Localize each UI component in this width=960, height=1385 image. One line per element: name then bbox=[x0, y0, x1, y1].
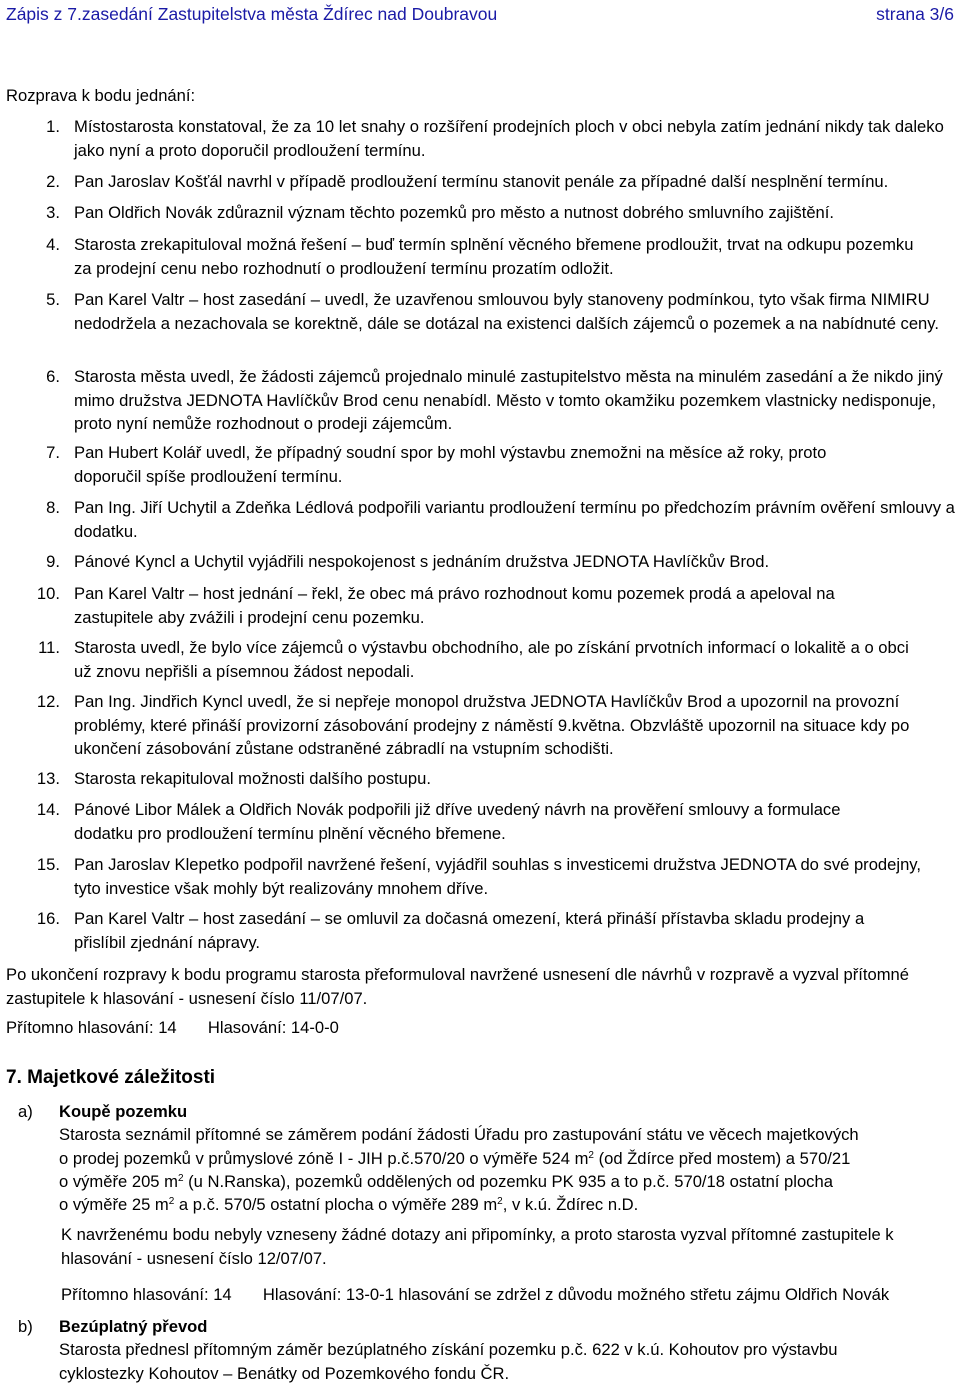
vote-summary-1 bbox=[6, 1016, 339, 1040]
vote-summary-2 bbox=[61, 1283, 957, 1307]
list-item-number: 16. bbox=[36, 909, 60, 928]
list-item-number: 14. bbox=[36, 800, 60, 819]
list-item-number: 2. bbox=[46, 172, 60, 191]
list-item-text: Pan Jaroslav Klepetko podpořil navržené řešení, vyjádřil souhlas s investicemi družstva JEDNOTA do své prodejny, tyto investice však mohly být realizovány mnohem dříve. bbox=[74, 855, 921, 898]
list-item-number: 7. bbox=[46, 443, 60, 462]
list-item-number: 4. bbox=[46, 235, 60, 254]
list-item-number: 13. bbox=[36, 769, 60, 788]
vote-present: Přítomno hlasování: 14 bbox=[61, 1285, 232, 1304]
list-item-text: Pánové Kyncl a Uchytil vyjádřili nespokojenost s jednáním družstva JEDNOTA Havlíčkův Brod. bbox=[74, 552, 770, 571]
subsection-b-title: Bezúplatný převod bbox=[59, 1317, 208, 1336]
resolution-text: Po ukončení rozpravy k bodu programu starosta přeformuloval navržené usnesení dle návrhů v rozpravě a vyzval přítomné zastupitele k hlasování - usnesení číslo 11/07/07. bbox=[6, 965, 909, 1008]
subsection-a-letter: a) bbox=[18, 1102, 33, 1121]
list-item-text: Pan Karel Valtr – host zasedání – se omluvil za dočasná omezení, která přináší přístavba skladu prodejny a přislíbil zjednání nápravy. bbox=[74, 909, 865, 952]
subsection-b bbox=[0, 1315, 960, 1383]
subsection-a-line-4: o výměře 25 $m^2$ a p.č. 570/5 ostatní plocha o výměře 289 $m^2$, v k.ú. Ždírec n.D. bbox=[59, 1195, 639, 1214]
list-item-number: 5. bbox=[46, 290, 60, 309]
list-item-text: Pan Ing. Jiří Uchytil a Zdeňka Lédlová podpořili variantu prodloužení termínu po předchozím právním ověření smlouvy a dodatku. bbox=[74, 498, 955, 541]
list-item-text: Místostarosta konstatoval, že za 10 let snahy o rozšíření prodejních ploch v obci nebyla zatím jednání nikdy tak daleko jako nyní a proto doporučil prodloužení termínu. bbox=[74, 117, 944, 160]
subsection-a bbox=[0, 1100, 960, 1214]
list-item-number: 3. bbox=[46, 203, 60, 222]
list-item-text: Pan Oldřich Novák zdůraznil význam těchto pozemků pro město a nutnost dobrého smluvního zajištění. bbox=[74, 203, 835, 222]
list-item-text: Pan Ing. Jindřich Kyncl uvedl, že si nepřeje monopol družstva JEDNOTA Havlíčkův Brod a upozornil na provozní problémy, které přináší provizorní zásobování prodejny z náměstí 9.května. Obzvláště upozornil na situace kdy po ukončení zásobování zůstane odstraněné zábradlí na vstupním schodišti. bbox=[74, 692, 910, 758]
list-item-text: Starosta zrekapituloval možná řešení – buď termín splnění věcného břemene prodloužit, trvat na odkupu pozemku za prodejní cenu nebo rozhodnutí o prodloužení termínu prozatím odložit. bbox=[74, 235, 914, 278]
vote-result: Hlasování: 13-0-1 hlasování se zdržel z důvodu možného střetu zájmu Oldřich Novák bbox=[262, 1285, 890, 1304]
list-item-text: Pan Karel Valtr – host jednání – řekl, že obec má právo rozhodnout komu pozemek prodá a apeloval na zastupitele aby zvážili i prodejní cenu pozemku. bbox=[74, 584, 835, 627]
subsection-b-text: Starosta přednesl přítomným záměr bezúplatného získání pozemku p.č. 622 v k.ú. Kohoutov pro výstavbu cyklostezky Kohoutov – Benátky od Pozemkového fondu ČR. bbox=[59, 1340, 838, 1383]
list-item-text: Starosta uvedl, že bylo více zájemců o výstavbu obchodního, ale po získání prvotních informací o lokalitě a o obci už znovu nepřišli a písemnou žádost nepodali. bbox=[74, 638, 909, 681]
page-number: strana 3/6 bbox=[876, 4, 954, 24]
page-header bbox=[6, 3, 954, 27]
subsection-a-note: K navrženému bodu nebyly vzneseny žádné dotazy ani připomínky, a proto starosta vyzval přítomné zastupitele k hlasování - usnesení číslo 12/07/07. bbox=[61, 1225, 894, 1268]
list-item-text: Starosta města uvedl, že žádosti zájemců projednalo minulé zastupitelstvo města na minulém zasedání a že nikdo jiný mimo družstva JEDNOTA Havlíčkův Brod cenu nenabídl. Město v tomto okamžiku pozemkem vlastnicky nedisponuje, proto nyní nemůže rozhodnout o prodeji zájemcům. bbox=[74, 367, 943, 433]
vote-result: Hlasování: 14-0-0 bbox=[207, 1018, 339, 1037]
document-title: Zápis z 7.zasedání Zastupitelstva města Ždírec nad Doubravou bbox=[6, 4, 498, 24]
subsection-a-title: Koupě pozemku bbox=[59, 1102, 188, 1121]
subsection-a-line-1: Starosta seznámil přítomné se záměrem podání žádosti Úřadu pro zastupování státu ve věcech majetkových bbox=[59, 1125, 859, 1144]
vote-present: Přítomno hlasování: 14 bbox=[6, 1018, 177, 1037]
list-item-number: 11. bbox=[38, 638, 60, 657]
list-item-number: 10. bbox=[36, 584, 60, 603]
list-item-number: 9. bbox=[46, 552, 60, 571]
list-item-text: Pánové Libor Málek a Oldřich Novák podpořili již dříve uvedený návrh na prověření smlouvy a formulace dodatku pro prodloužení termínu plnění věcného břemene. bbox=[74, 800, 841, 843]
list-item-number: 12. bbox=[36, 692, 60, 711]
list-item-number: 15. bbox=[36, 855, 60, 874]
list-item-number: 8. bbox=[46, 498, 60, 517]
subsection-a-line-2: o prodej pozemků v průmyslové zóně I - JIH p.č.570/20 o výměře 524 $m^2$ (od Ždírce před mostem) a 570/21 bbox=[59, 1149, 851, 1168]
subsection-b-letter: b) bbox=[18, 1317, 33, 1336]
section-heading: 7. Majetkové záležitosti bbox=[6, 1067, 216, 1088]
list-item-text: Pan Hubert Kolář uvedl, že případný soudní spor by mohl výstavbu znemožni na měsíce až roky, proto doporučil spíše prodloužení termínu. bbox=[74, 443, 827, 486]
list-item-number: 6. bbox=[46, 367, 60, 386]
subsection-a-line-3: o výměře 205 $m^2$ (u N.Ranska), pozemků oddělených od pozemku PK 935 a to p.č. 570/18 ostatní plocha bbox=[59, 1172, 833, 1191]
list-item-text: Pan Jaroslav Košťál navrhl v případě prodloužení termínu stanovit penále za případné další nesplnění termínu. bbox=[74, 172, 889, 191]
discussion-title: Rozprava k bodu jednání: bbox=[6, 86, 196, 105]
list-item-text: Starosta rekapituloval možnosti dalšího postupu. bbox=[74, 769, 431, 788]
list-item-number: 1. bbox=[46, 117, 60, 136]
list-item-text: Pan Karel Valtr – host zasedání – uvedl, že uzavřenou smlouvou byly stanoveny podmínkou, tyto však firma NIMIRU nedodržela a nezachovala se korektně, dále se dotázal na existenci dalších zájemců o pozemek a na nabídnuté ceny. bbox=[74, 290, 939, 333]
